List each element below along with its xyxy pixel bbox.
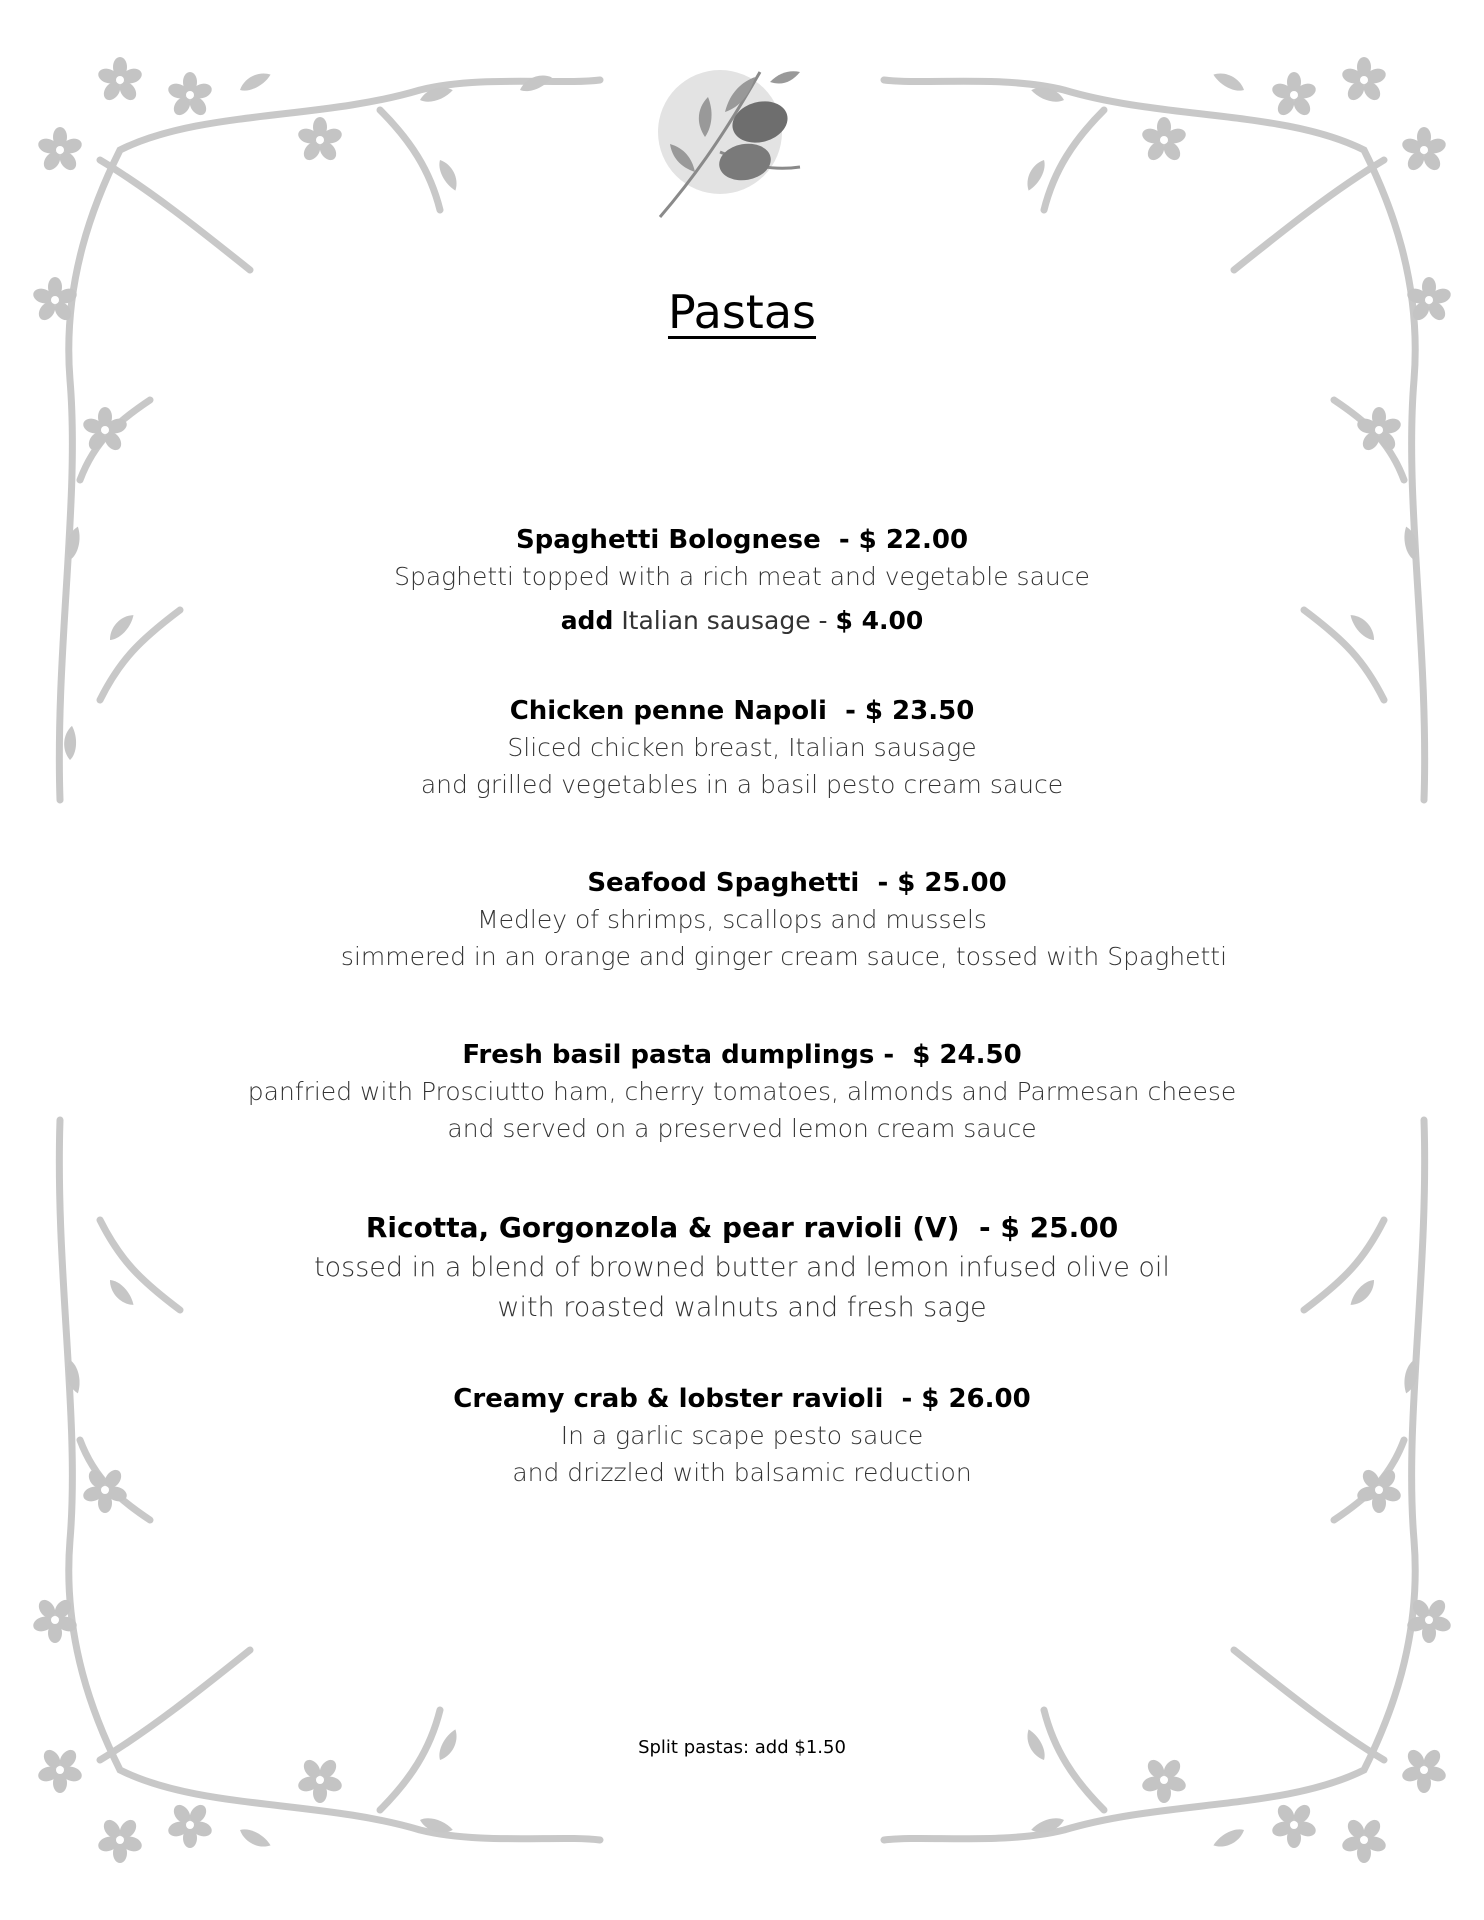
addon-price: $ 4.00 (835, 606, 924, 635)
dish-price: - $ 26.00 (901, 1384, 1031, 1414)
dish-price: - $ 22.00 (838, 525, 969, 555)
menu-item (0, 693, 1484, 803)
dish-description: with roasted walnuts and fresh sage (497, 1292, 987, 1323)
olive-branch-icon (650, 52, 810, 222)
dish-name: Chicken penne Napoli (509, 696, 827, 726)
menu-item (0, 1381, 1484, 1491)
dish-description: Medley of shrimps, scallops and mussels (477, 905, 987, 934)
footer-note: Split pastas: add $1.50 (638, 1737, 846, 1758)
dish-name: Ricotta, Gorgonzola & pear ravioli (V) (365, 1211, 960, 1244)
dish-description: panfried with Prosciutto ham, cherry tomatoes, almonds and Parmesan cheese (247, 1077, 1237, 1106)
dish-description: In a garlic scape pesto sauce (560, 1421, 924, 1450)
dish-description: Sliced chicken breast, Italian sausage (507, 733, 977, 762)
menu-item (0, 1208, 1484, 1328)
dish-description: and grilled vegetables in a basil pesto cream sauce (420, 770, 1064, 799)
dish-description: Spaghetti topped with a rich meat and vegetable sauce (394, 562, 1090, 591)
dish-price: - $ 25.00 (979, 1211, 1119, 1244)
dish-name: Spaghetti Bolognese (515, 525, 821, 555)
dish-description: and served on a preserved lemon cream sauce (447, 1114, 1037, 1143)
addon-line (0, 603, 1484, 639)
dish-price: - $ 25.00 (877, 868, 1007, 898)
dish-price: - $ 23.50 (845, 696, 975, 726)
dish-price: $ 24.50 (912, 1040, 1022, 1070)
dish-description: simmered in an orange and ginger cream sauce, tossed with Spaghetti (340, 942, 1228, 971)
dish-description: and drizzled with balsamic reduction (512, 1458, 972, 1487)
addon-label: add (560, 606, 614, 635)
dish-name: Fresh basil pasta dumplings - (462, 1040, 895, 1070)
dish-name: Creamy crab & lobster ravioli (453, 1384, 884, 1414)
menu-item (0, 522, 1484, 639)
dish-description: tossed in a blend of browned butter and lemon infused olive oil (314, 1252, 1170, 1283)
addon-text: Italian sausage - (621, 606, 828, 635)
page-title: Pastas (667, 285, 817, 339)
menu-item (0, 865, 1484, 975)
menu-item (0, 1037, 1484, 1147)
dish-name: Seafood Spaghetti (587, 868, 860, 898)
